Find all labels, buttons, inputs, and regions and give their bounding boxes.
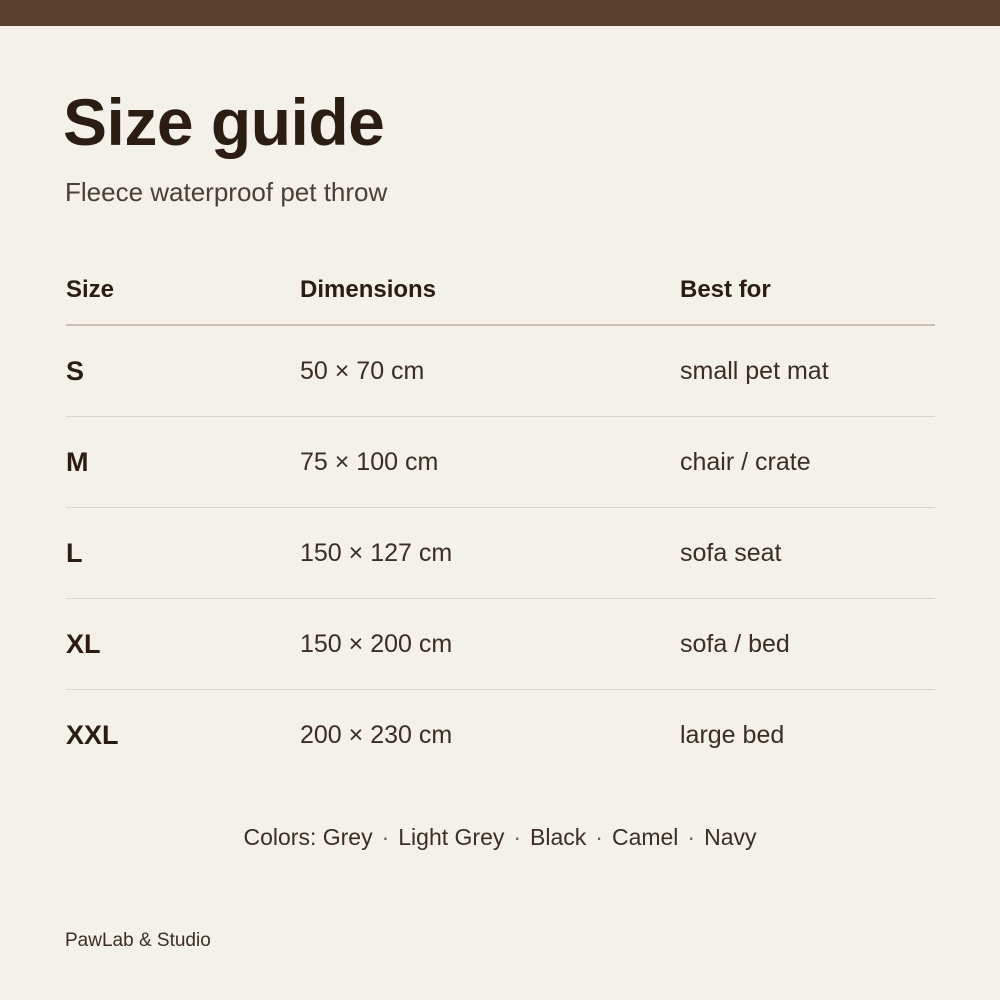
top-accent-bar — [0, 0, 1000, 26]
separator-dot: · — [513, 824, 522, 850]
dimensions-cell: 150 × 127 cm — [300, 538, 453, 567]
size-cell: M — [66, 446, 89, 477]
best-for-cell: chair / crate — [680, 447, 811, 476]
separator-dot: · — [381, 824, 390, 850]
brand-footer: PawLab & Studio — [65, 930, 211, 951]
separator-dot: · — [595, 824, 603, 850]
dimensions-cell: 75 × 100 cm — [300, 447, 439, 476]
color-option: Navy — [704, 824, 757, 850]
separator-dot: · — [687, 824, 696, 850]
best-for-cell: sofa seat — [680, 538, 782, 567]
table-row — [66, 599, 935, 690]
dimensions-cell: 150 × 200 cm — [300, 629, 453, 658]
table-row — [66, 690, 935, 780]
page-title: Size guide — [63, 85, 385, 159]
color-option: Grey — [322, 824, 373, 850]
table-row — [66, 417, 935, 508]
size-cell: XXL — [66, 719, 119, 750]
column-header-best-for: Best for — [680, 276, 771, 303]
color-options — [0, 824, 1000, 851]
best-for-cell: sofa / bed — [680, 629, 790, 658]
best-for-cell: small pet mat — [680, 356, 829, 385]
dimensions-cell: 200 × 230 cm — [300, 720, 453, 749]
size-cell: XL — [66, 628, 101, 659]
color-option: Light Grey — [398, 824, 505, 850]
table-row — [66, 326, 935, 417]
dimensions-cell: 50 × 70 cm — [300, 356, 425, 385]
table-row — [66, 508, 935, 599]
page-subtitle: Fleece waterproof pet throw — [65, 177, 388, 207]
best-for-cell: large bed — [680, 720, 785, 749]
color-option: Black — [530, 824, 587, 850]
size-cell: S — [66, 355, 85, 386]
size-table — [66, 256, 935, 780]
size-cell: L — [66, 537, 83, 568]
colors-label: Colors: — [243, 824, 317, 850]
column-header-size: Size — [66, 276, 115, 303]
color-option: Camel — [611, 824, 679, 850]
table-header-row — [66, 256, 935, 326]
column-header-dimensions: Dimensions — [300, 276, 437, 303]
